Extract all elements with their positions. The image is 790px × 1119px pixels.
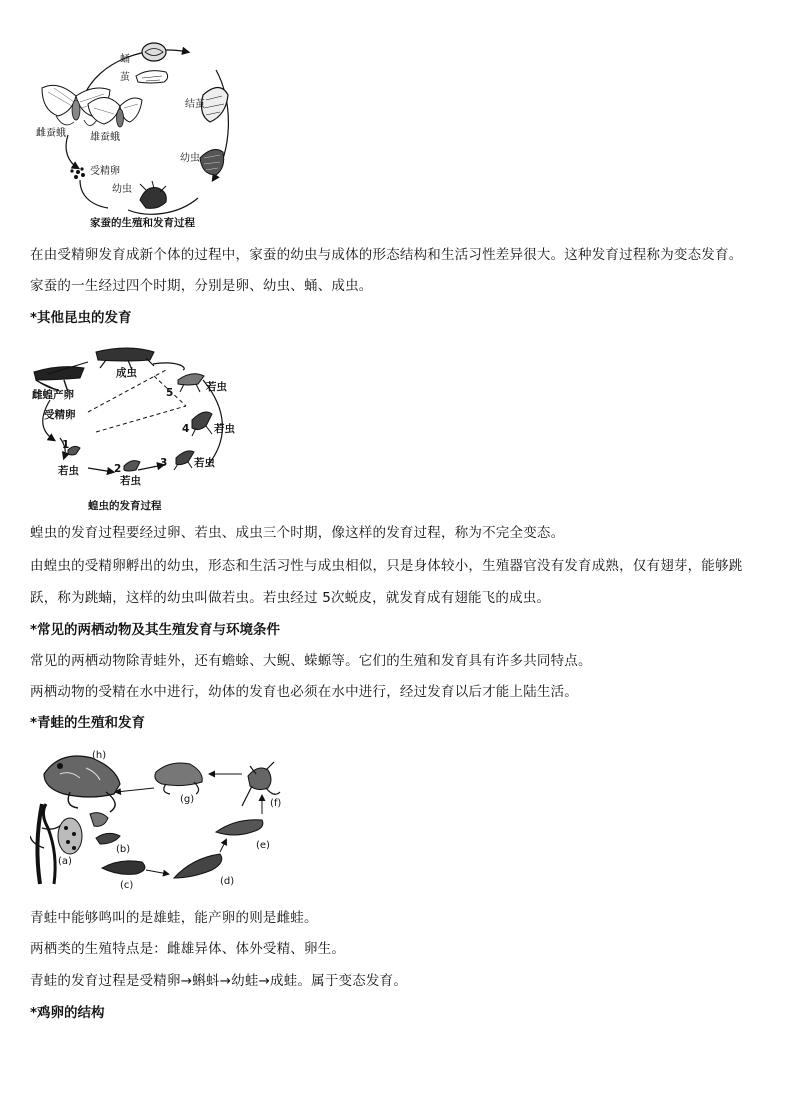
label-a: (a) [58,856,72,867]
label-g: (g) [180,794,195,805]
tadpole-d-shape [174,854,222,878]
larva-right-shape [200,150,224,175]
label-nymph3: 若虫 [194,457,215,469]
label-cocoon: 茧 [120,72,130,83]
label-female-moth: 雌蚕蛾 [36,128,66,139]
label-larva-bottom: 幼虫 [112,184,132,195]
heading-amphibians: *常见的两栖动物及其生殖发育与环境条件 [30,622,281,638]
locust-caption: 蝗虫的发育过程 [88,500,162,512]
frog-lifecycle-figure [30,744,292,892]
water-plant-1 [37,804,42,884]
egg-mass-shape [58,818,82,854]
label-spinning: 结茧 [185,99,205,110]
frog-paragraph-2: 两栖类的生殖特点是：雌雄异体、体外受精、卵生。 [30,941,346,957]
locust-paragraph-2: 由蝗虫的受精卵孵出的幼虫，形态和生活习性与成虫相似，只是身体较小，生殖器官没有发育成熟，仅有翅芽，能够跳 [30,558,743,574]
label-h: (h) [92,750,107,761]
locust-lifecycle-figure [28,340,250,516]
fertilized-eggs-shape [70,167,85,179]
silkworm-lifecycle-figure [28,40,248,232]
label-e: (e) [256,840,270,851]
arrow-d-to-e [220,840,226,852]
label-nymph2: 若虫 [120,475,141,487]
label-n4: 4 [182,423,190,435]
label-n5: 5 [166,387,174,399]
label-c: (c) [120,880,134,891]
label-male-moth: 雄蚕蛾 [90,132,120,143]
tadpole-e-shape [216,820,263,835]
frog-paragraph-1: 青蛙中能够鸣叫的是雄蛙，能产卵的则是雌蛙。 [30,910,318,926]
label-fertilized-egg: 受精卵 [90,166,120,177]
adult-frog-shape [44,756,120,812]
locust-cycle-top [153,363,184,370]
label-fertilized-egg: 受精卵 [44,409,76,421]
cycle-arc-left [66,135,78,168]
male-moth-shape [88,97,142,127]
label-d: (d) [220,876,235,887]
silkworm-paragraph-2: 家蚕的一生经过四个时期，分别是卵、幼虫、蛹、成虫。 [30,278,373,294]
label-adult: 成虫 [116,367,137,379]
arrow-g-to-h [116,788,154,792]
frog-paragraph-3: 青蛙的发育过程是受精卵→蝌蚪→幼蛙→成蛙。属于变态发育。 [30,973,408,989]
label-nymph4: 若虫 [214,423,235,435]
heading-chicken-egg: *鸡卵的结构 [30,1005,105,1021]
label-nymph1: 若虫 [58,465,79,477]
larva-bottom-shape [140,188,166,209]
water-plant-2 [43,804,55,884]
hatchling-shape [96,833,120,844]
nymph3-shape [176,451,194,465]
locust-paragraph-3: 跃，称为跳蝻，这样的幼虫叫做若虫。若虫经过 5次蜕皮，就发育成有翅能飞的成虫。 [30,590,551,606]
cycle-arc-leftlow [80,180,108,208]
amphibian-paragraph-1: 常见的两栖动物除青蛙外，还有蟾蜍、大鲵、蝾螈等。它们的生殖和发育具有许多共同特点。 [30,653,592,669]
nymph2-shape [124,461,140,471]
heading-frog: *青蛙的生殖和发育 [30,715,146,731]
label-larva-right: 幼虫 [180,153,200,164]
label-n2: 2 [114,463,122,475]
spinning-cocoon-shape [202,88,228,123]
tadpole-c-shape [102,861,145,875]
arrow-c-to-d [146,870,168,874]
label-b: (b) [116,844,131,855]
locust-cycle-bottom [88,468,113,472]
label-n3: 3 [160,457,168,469]
label-pupa: 蛹 [120,54,130,65]
nymph4-shape [192,412,212,430]
female-laying-locust-shape [34,362,88,392]
dashed-line-2 [96,406,186,432]
label-female-laying: 雌蝗产卵 [32,389,74,401]
silkworm-caption: 家蚕的生殖和发育过程 [90,217,195,229]
amphibian-paragraph-2: 两栖动物的受精在水中进行，幼体的发育也必须在水中进行，经过发育以后才能上陆生活。 [30,684,578,700]
label-f: (f) [270,798,282,809]
nymph1-shape [68,446,80,455]
young-frog-shape [155,763,202,794]
label-nymph5: 若虫 [206,381,227,393]
silkworm-paragraph-1: 在由受精卵发育成新个体的过程中，家蚕的幼虫与成体的形态结构和生活习性差异很大。这种发育过程称为变态发育。 [30,247,743,263]
nymph5-shape [178,374,204,385]
locust-paragraph-1: 蝗虫的发育过程要经过卵、若虫、成虫三个时期，像这样的发育过程，称为不完全变态。 [30,525,565,541]
heading-other-insects: *其他昆虫的发育 [30,310,132,326]
label-n1: 1 [62,439,70,451]
